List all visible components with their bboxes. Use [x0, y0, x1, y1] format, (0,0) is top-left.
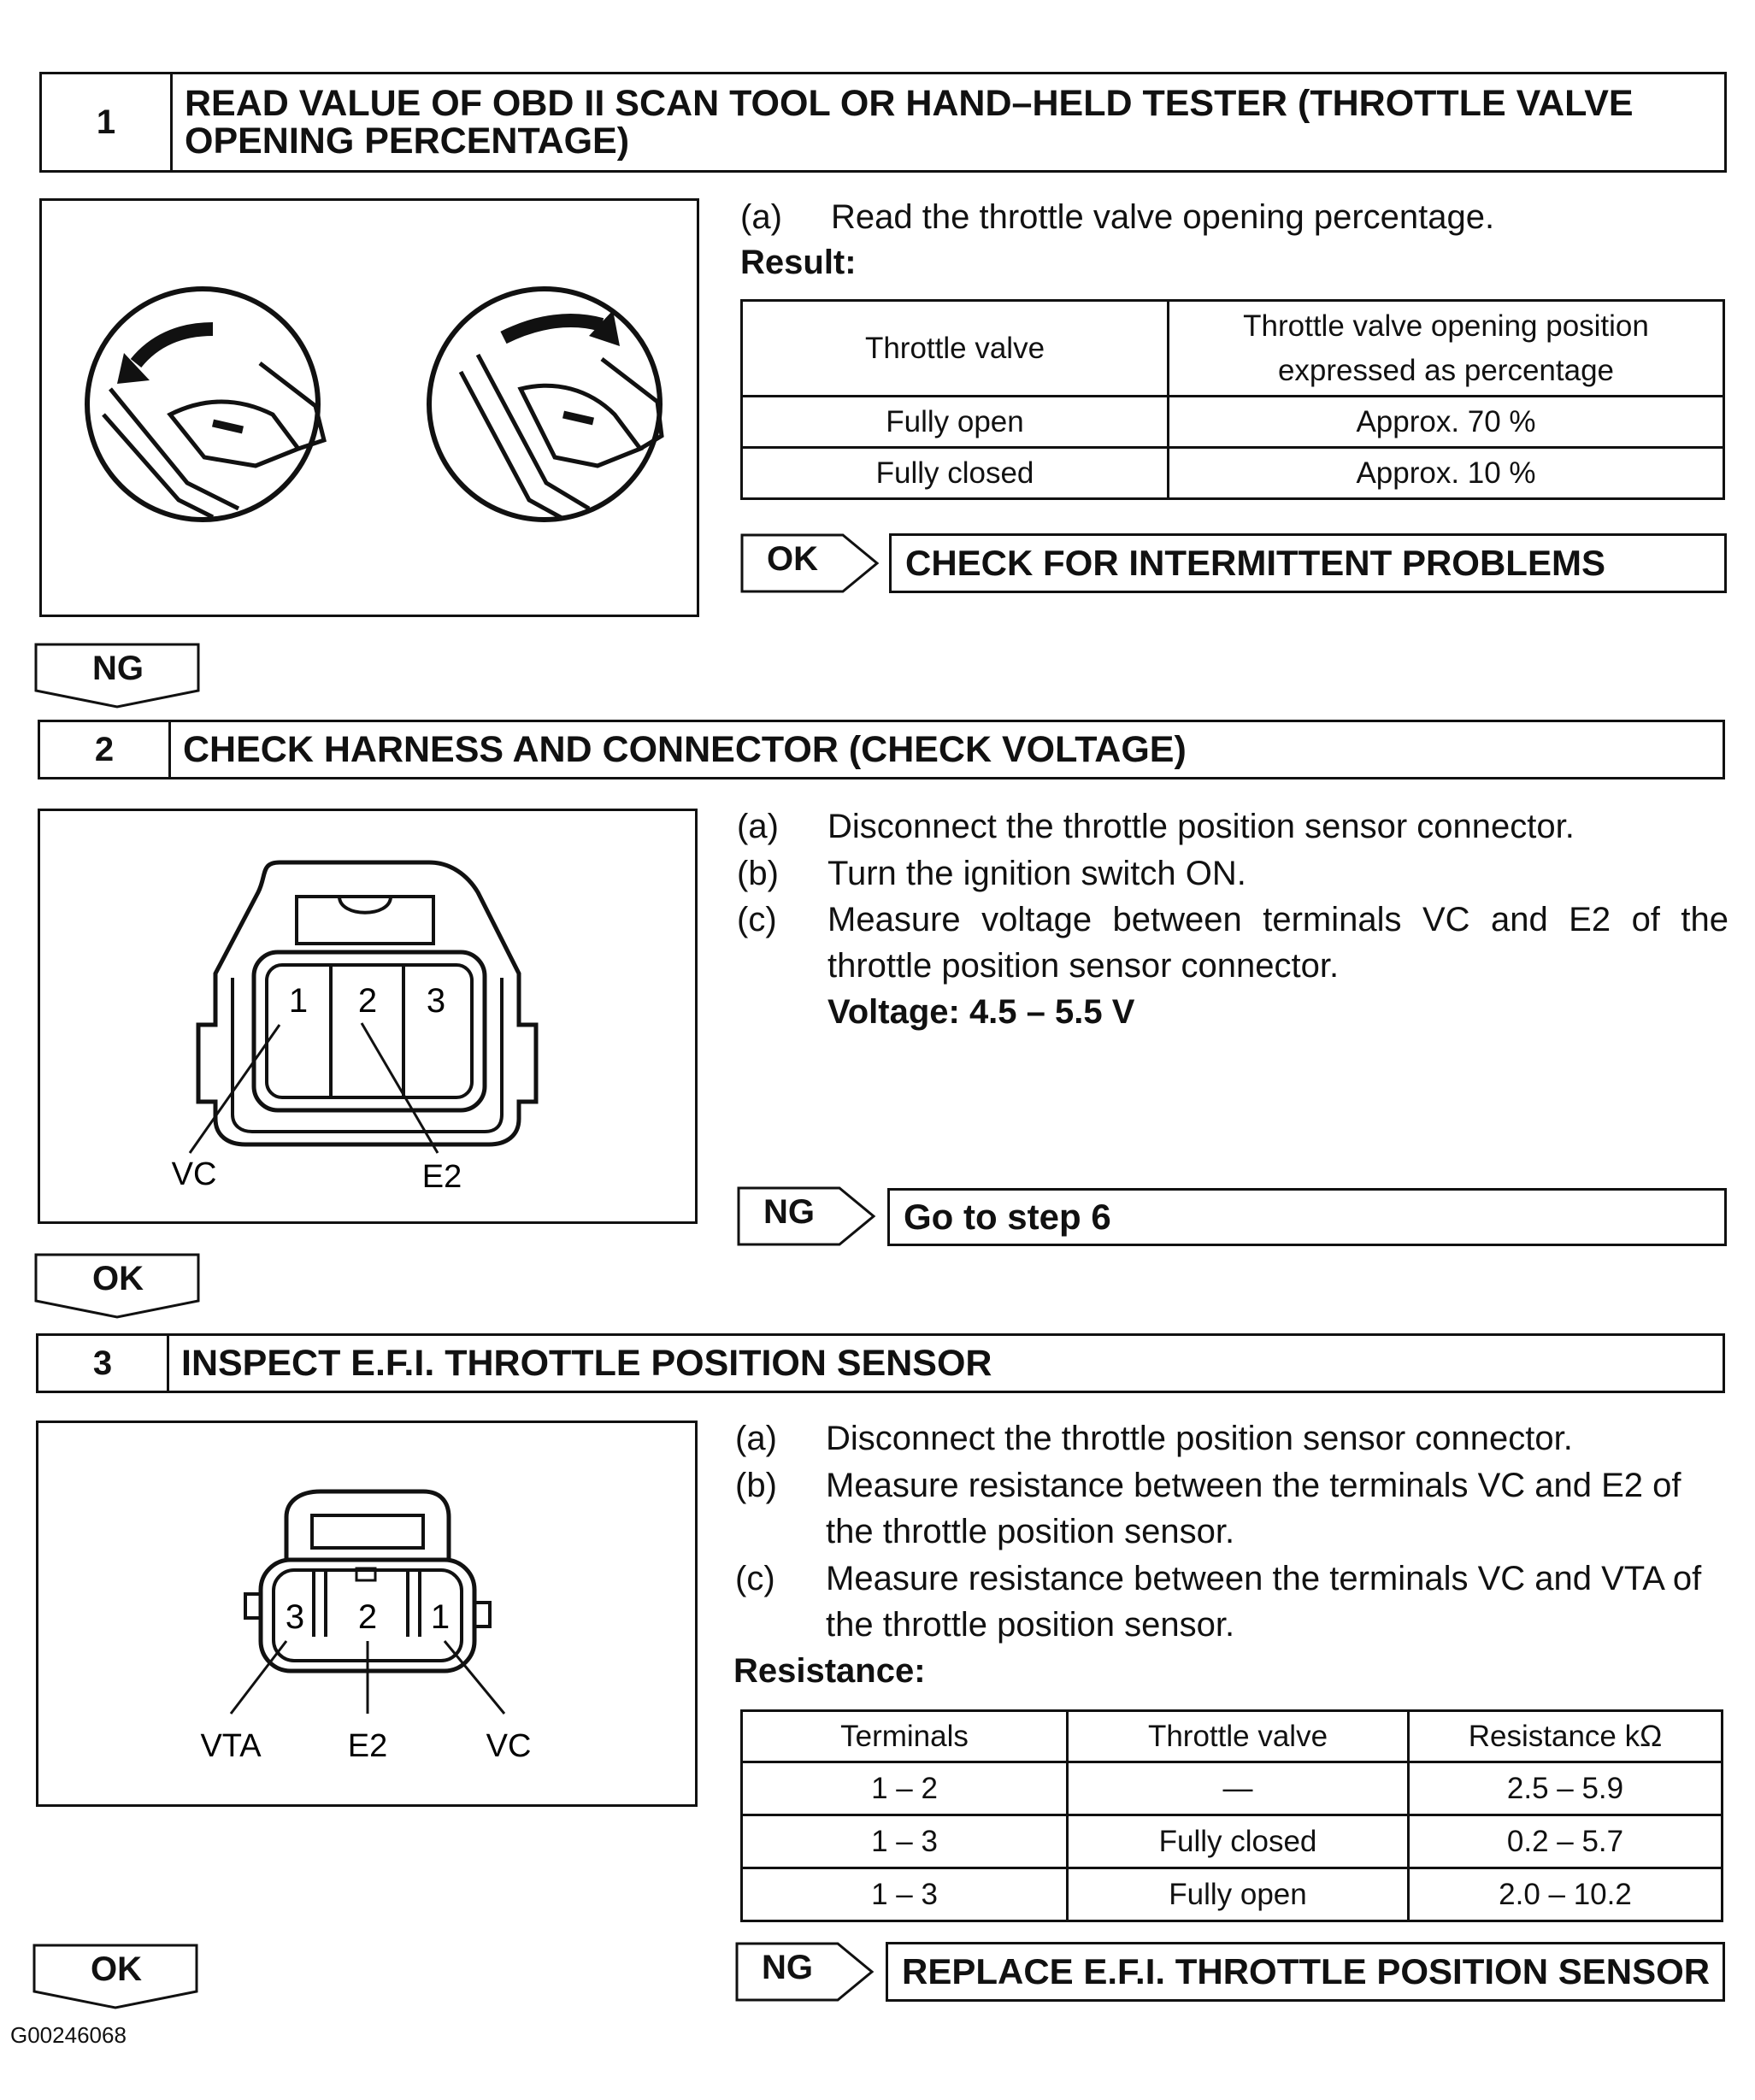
table-cell: 0.2 – 5.7 [1409, 1815, 1723, 1868]
step3-ng-result: REPLACE E.F.I. THROTTLE POSITION SENSOR [886, 1942, 1725, 2002]
step2-instruction-b [737, 850, 1728, 897]
instruction-text: Measure resistance between the terminals VC and VTA of the throttle position sensor. [826, 1560, 1702, 1644]
terminal-label: E2 [347, 1728, 388, 1764]
table-header: Resistance kΩ [1409, 1711, 1723, 1762]
instruction-label: (a) [737, 808, 779, 845]
step1-ok-tag: OK [767, 540, 818, 578]
terminal-label: VC [486, 1728, 532, 1764]
step1-instruction-a [740, 194, 1723, 240]
figure-id: G00246068 [10, 2022, 127, 2048]
sensor-connector-diagram [38, 1423, 695, 1804]
step3-resistance-table [740, 1709, 1723, 1922]
table-cell: 1 – 3 [742, 1815, 1068, 1868]
pedal-release-icon [87, 289, 324, 520]
instruction-text: Measure resistance between the terminals VC and E2 of the throttle position sensor. [826, 1467, 1681, 1550]
step3-ok-flow [32, 1944, 200, 2010]
table-cell: Fully open [1068, 1868, 1409, 1921]
step1-result-label: Result: [740, 244, 857, 281]
pin-label: 1 [288, 982, 309, 1020]
instruction-text: Read the throttle valve opening percentage. [831, 198, 1495, 236]
step1-ok-result: CHECK FOR INTERMITTENT PROBLEMS [889, 533, 1727, 593]
step1-header [39, 72, 1727, 173]
table-header: Terminals [742, 1711, 1068, 1762]
pedal-press-icon [429, 289, 662, 520]
step1-number: 1 [42, 74, 173, 170]
table-cell: 2.0 – 10.2 [1409, 1868, 1723, 1921]
instruction-label: (c) [735, 1560, 775, 1597]
step2-instruction-c [737, 897, 1728, 989]
step2-title: CHECK HARNESS AND CONNECTOR (CHECK VOLTAGE) [183, 729, 1187, 770]
table-header: Throttle valve [1068, 1711, 1409, 1762]
step2-header [38, 720, 1725, 779]
instruction-label: (c) [737, 901, 777, 938]
instruction-label: (b) [735, 1467, 777, 1504]
table-cell: 1 – 3 [742, 1868, 1068, 1921]
step2-ng-tag: NG [763, 1193, 815, 1231]
table-header: Throttle valve [742, 301, 1169, 397]
table-cell: Fully closed [742, 448, 1169, 499]
ok-flow-label: OK [91, 1950, 142, 1988]
terminal-label: VTA [200, 1728, 262, 1764]
instruction-text: Turn the ignition switch ON. [827, 855, 1246, 892]
ng-flow-label: NG [92, 650, 144, 687]
pin-label: 2 [357, 1598, 378, 1636]
pin-label: 3 [426, 982, 446, 1020]
step2-ok-flow [34, 1253, 202, 1320]
instruction-text: Disconnect the throttle position sensor connector. [827, 808, 1575, 845]
step2-number: 2 [40, 722, 171, 777]
step2-illustration [38, 809, 698, 1224]
step1-ng-flow [34, 643, 202, 709]
step3-illustration [36, 1421, 698, 1807]
table-header: Throttle valve opening position expressed as percentage [1169, 301, 1724, 397]
step2-ng-result: Go to step 6 [887, 1188, 1727, 1246]
step1-illustration [39, 198, 699, 617]
table-cell: 1 – 2 [742, 1762, 1068, 1815]
table-cell: Approx. 70 % [1169, 397, 1724, 448]
step3-header [36, 1333, 1725, 1393]
step2-instruction-a [737, 803, 1728, 850]
ok-flow-label: OK [92, 1260, 144, 1297]
step3-ng-tag: NG [762, 1949, 813, 1986]
terminal-label: VC [171, 1156, 217, 1192]
step1-result-table [740, 299, 1725, 500]
pin-label: 2 [357, 982, 378, 1020]
step2-spec: Voltage: 4.5 – 5.5 V [827, 993, 1135, 1031]
table-cell: Approx. 10 % [1169, 448, 1724, 499]
pin-label: 3 [285, 1598, 305, 1636]
instruction-text: Measure voltage between terminals VC and E2 of the throttle position sensor connector. [827, 901, 1728, 985]
step3-instruction-a [735, 1415, 1727, 1462]
instruction-text: Disconnect the throttle position sensor connector. [826, 1420, 1573, 1457]
step3-resistance-label: Resistance: [733, 1652, 926, 1690]
step3-instruction-c [735, 1556, 1727, 1648]
instruction-label: (b) [737, 855, 779, 892]
step3-instruction-b [735, 1462, 1727, 1555]
instruction-label: (a) [740, 198, 782, 236]
throttle-pedal-illustration [42, 201, 697, 615]
step3-title: INSPECT E.F.I. THROTTLE POSITION SENSOR [181, 1343, 992, 1384]
table-cell: Fully closed [1068, 1815, 1409, 1868]
pin-label: 1 [430, 1598, 451, 1636]
instruction-label: (a) [735, 1420, 777, 1457]
step1-title: READ VALUE OF OBD II SCAN TOOL OR HAND–HELD TESTER (THROTTLE VALVE OPENING PERCENTAGE) [185, 83, 1634, 162]
table-cell: — [1068, 1762, 1409, 1815]
table-cell: 2.5 – 5.9 [1409, 1762, 1723, 1815]
step3-number: 3 [38, 1336, 169, 1391]
connector-diagram [40, 811, 695, 1221]
table-cell: Fully open [742, 397, 1169, 448]
terminal-label: E2 [421, 1159, 462, 1195]
